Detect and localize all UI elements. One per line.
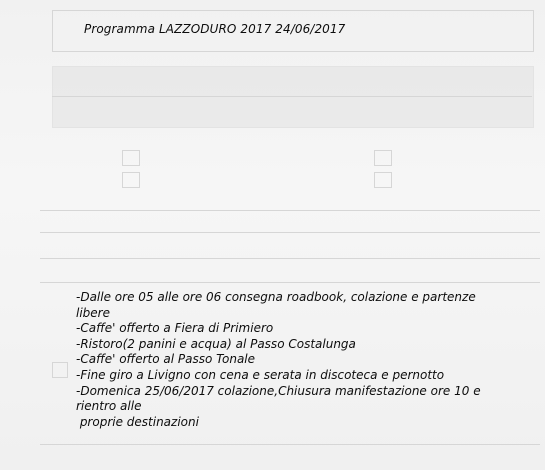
program-line: -Dalle ore 05 alle ore 06 consegna roadbook, colazione e partenze xyxy=(76,290,476,304)
background-checkbox xyxy=(374,172,392,188)
program-line: proprie destinazioni xyxy=(76,414,199,429)
background-checkbox xyxy=(122,172,140,188)
background-form-line xyxy=(40,210,540,211)
background-checkbox xyxy=(374,150,392,166)
program-line: -Fine giro a Livigno con cena e serata in discoteca e pernotto xyxy=(76,367,445,382)
background-form-line xyxy=(52,96,532,97)
background-form-line xyxy=(40,444,540,445)
program-line: -Domenica 25/06/2017 colazione,Chiusura manifestazione ore 10 e xyxy=(76,383,481,398)
background-form-line xyxy=(40,258,540,259)
program-line: libere xyxy=(76,305,110,320)
background-checkbox xyxy=(122,150,140,166)
program-line: -Ristoro(2 panini e acqua) al Passo Costalunga xyxy=(76,336,356,351)
background-checkbox xyxy=(52,362,68,378)
program-line: -Caffe' offerto a Fiera di Primiero xyxy=(76,321,274,336)
document-title: Programma LAZZODURO 2017 24/06/2017 xyxy=(84,22,346,36)
background-form-line xyxy=(40,282,540,283)
program-line: -Caffe' offerto al Passo Tonale xyxy=(76,352,256,367)
background-form-line xyxy=(40,232,540,233)
program-line: rientro alle xyxy=(76,399,142,414)
background-form-band xyxy=(52,66,534,128)
program-list xyxy=(76,290,541,430)
